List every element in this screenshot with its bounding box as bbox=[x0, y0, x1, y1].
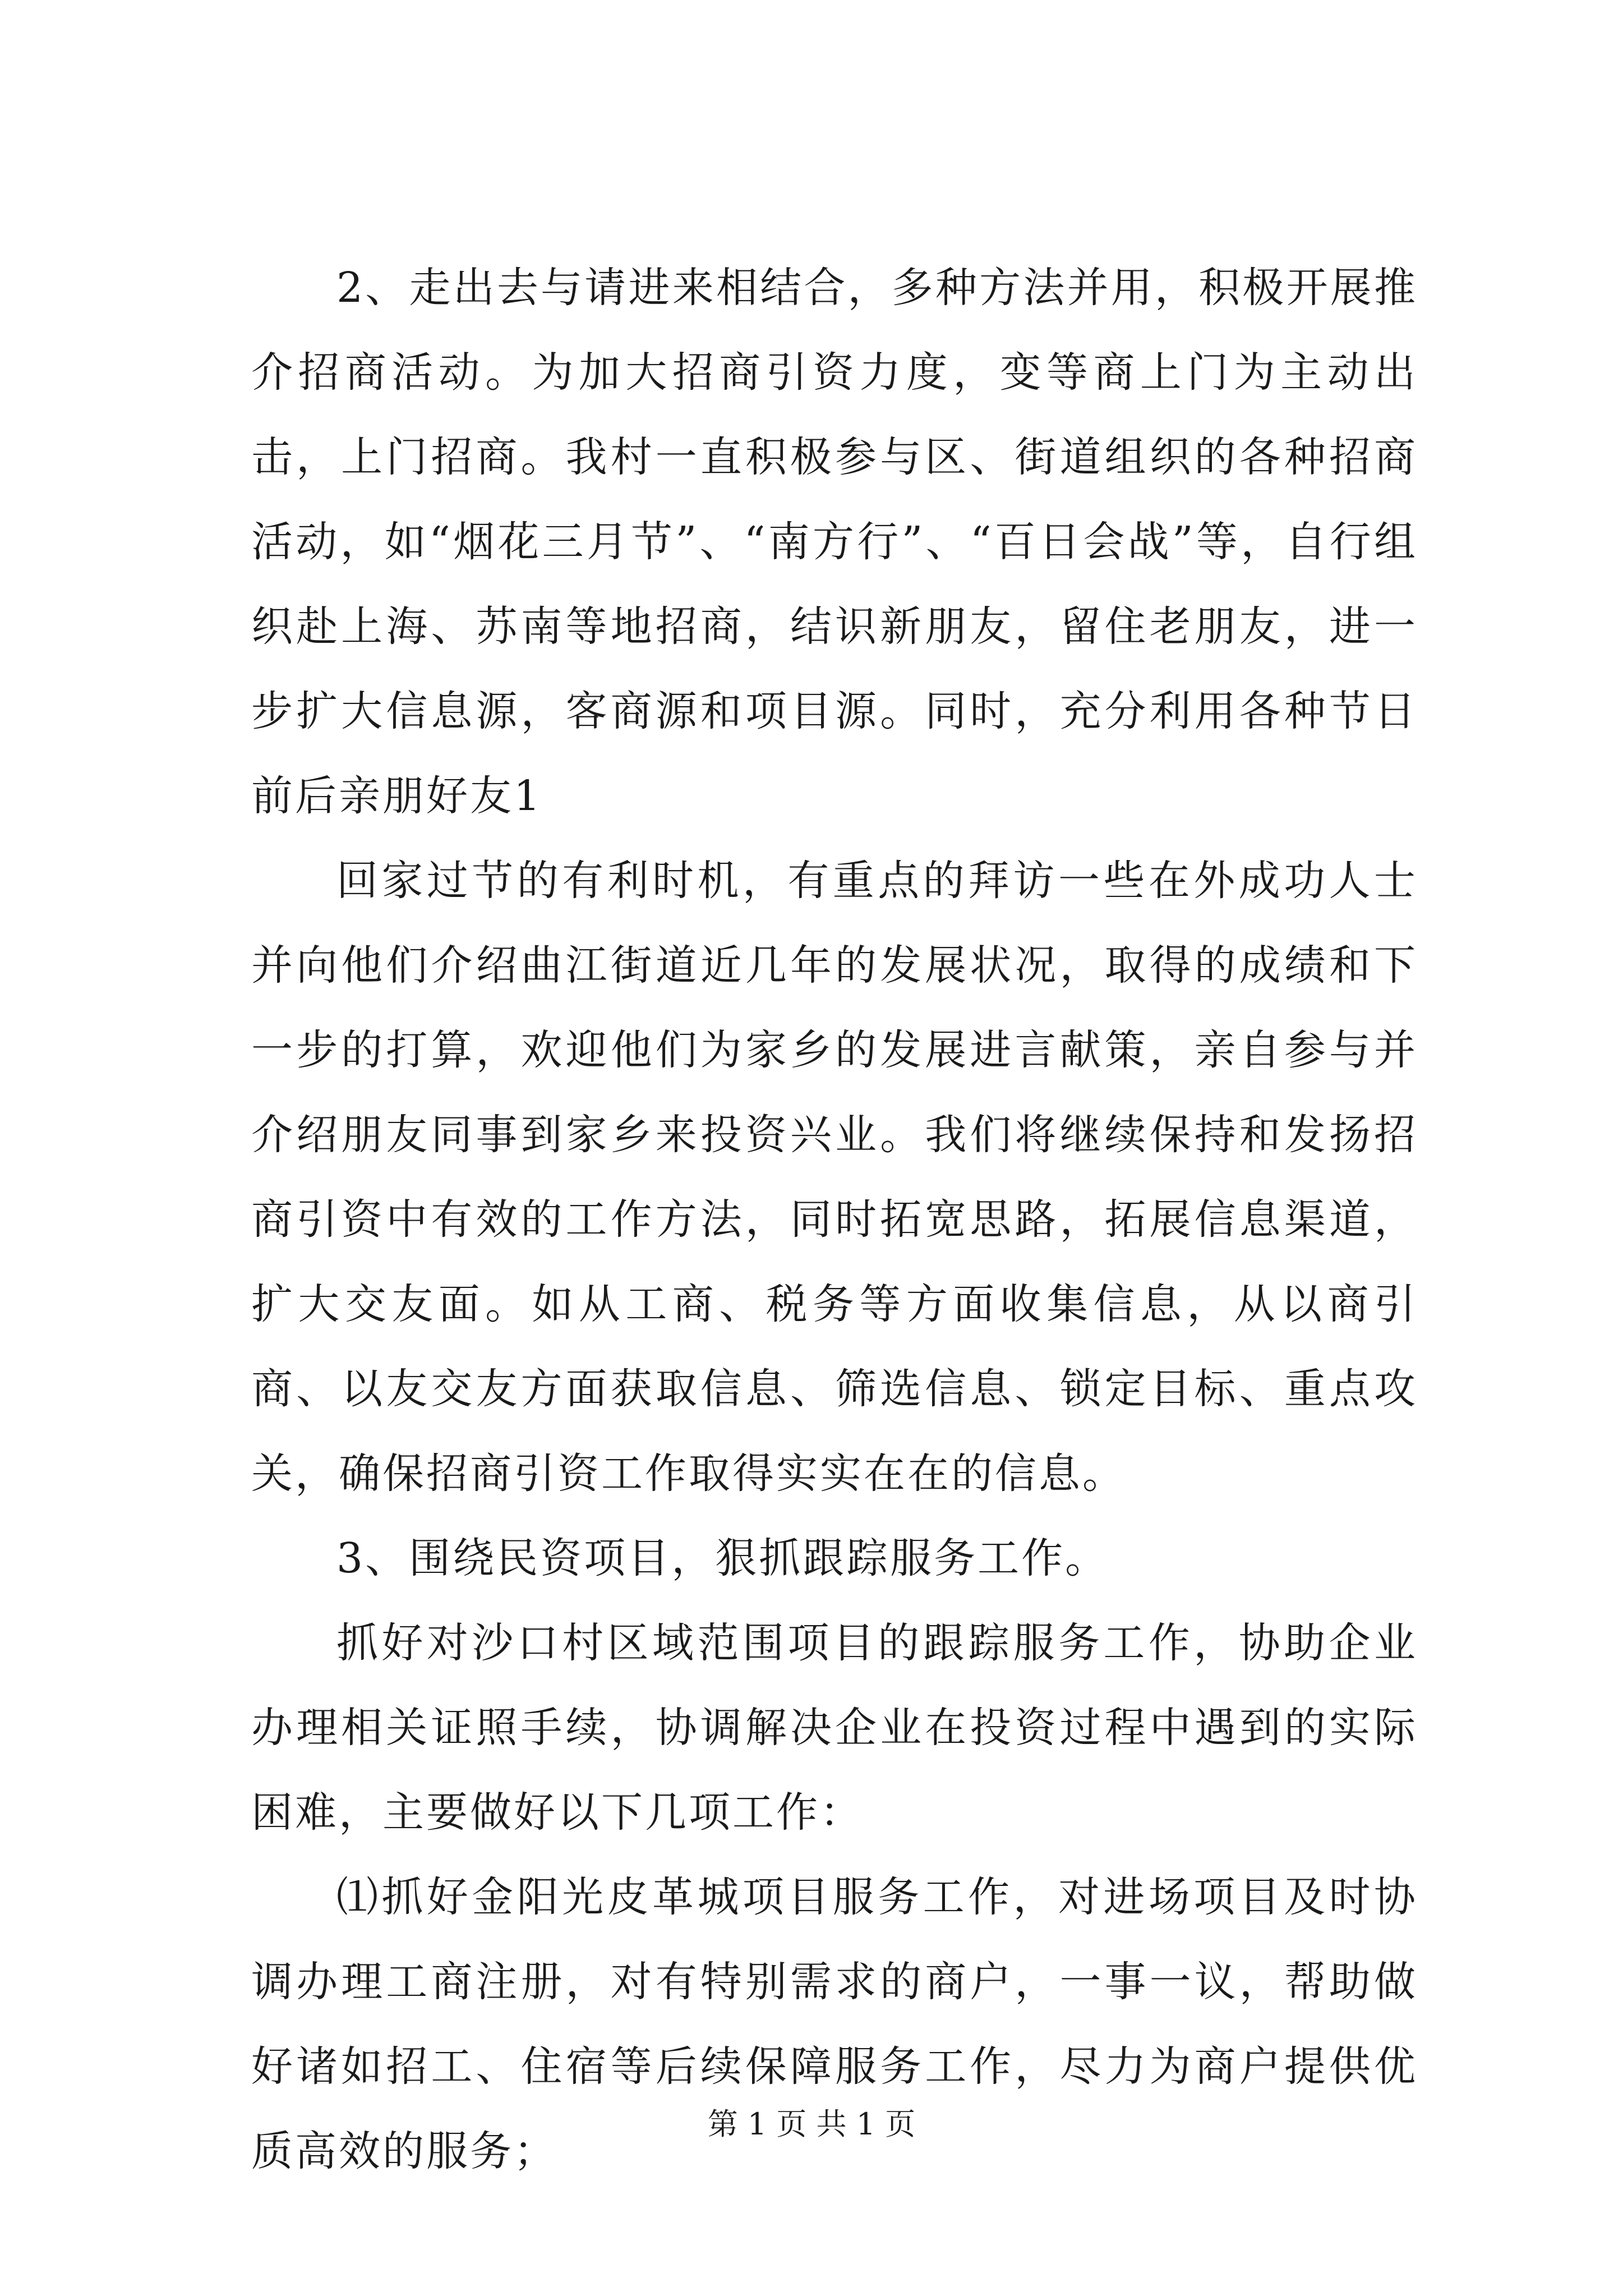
paragraph-1: 2、走出去与请进来相结合，多种方法并用，积极开展推介招商活动。为加大招商引资力度，变等商上门为主动出击，上门招商。我村一直积极参与区、街道组织的各种招商活动，如“烟花三月节”、“南方行”、“百日会战”等，自行组织赴上海、苏南等地招商，结识新朋友，留住老朋友，进一步扩大信息源，客商源和项目源。同时，充分利用各种节日前后亲朋好友1 bbox=[251, 264, 1418, 820]
document-body bbox=[251, 246, 1418, 2194]
paragraph-4: 抓好对沙口村区域范围项目的跟踪服务工作，协助企业办理相关证照手续，协调解决企业在投资过程中遇到的实际困难，主要做好以下几项工作： bbox=[251, 1619, 1418, 1837]
paragraph-3: 3、围绕民资项目，狠抓跟踪服务工作。 bbox=[336, 1534, 1109, 1582]
page-footer: 第 1 页 共 1 页 bbox=[707, 2106, 916, 2142]
paragraph-5: ⑴抓好金阳光皮革城项目服务工作，对进场项目及时协调办理工商注册，对有特别需求的商户，一事一议，帮助做好诸如招工、住宿等后续保障服务工作，尽力为商户提供优质高效的服务； bbox=[251, 1873, 1418, 2175]
paragraph-2: 回家过节的有利时机，有重点的拜访一些在外成功人士并向他们介绍曲江街道近几年的发展状况，取得的成绩和下一步的打算，欢迎他们为家乡的发展进言献策，亲自参与并介绍朋友同事到家乡来投资兴业。我们将继续保持和发扬招商引资中有效的工作方法，同时拓宽思路，拓展信息渠道，扩大交友面。如从工商、税务等方面收集信息，从以商引商、以友交友方面获取信息、筛选信息、锁定目标、重点攻关，确保招商引资工作取得实实在在的信息。 bbox=[251, 857, 1418, 1498]
